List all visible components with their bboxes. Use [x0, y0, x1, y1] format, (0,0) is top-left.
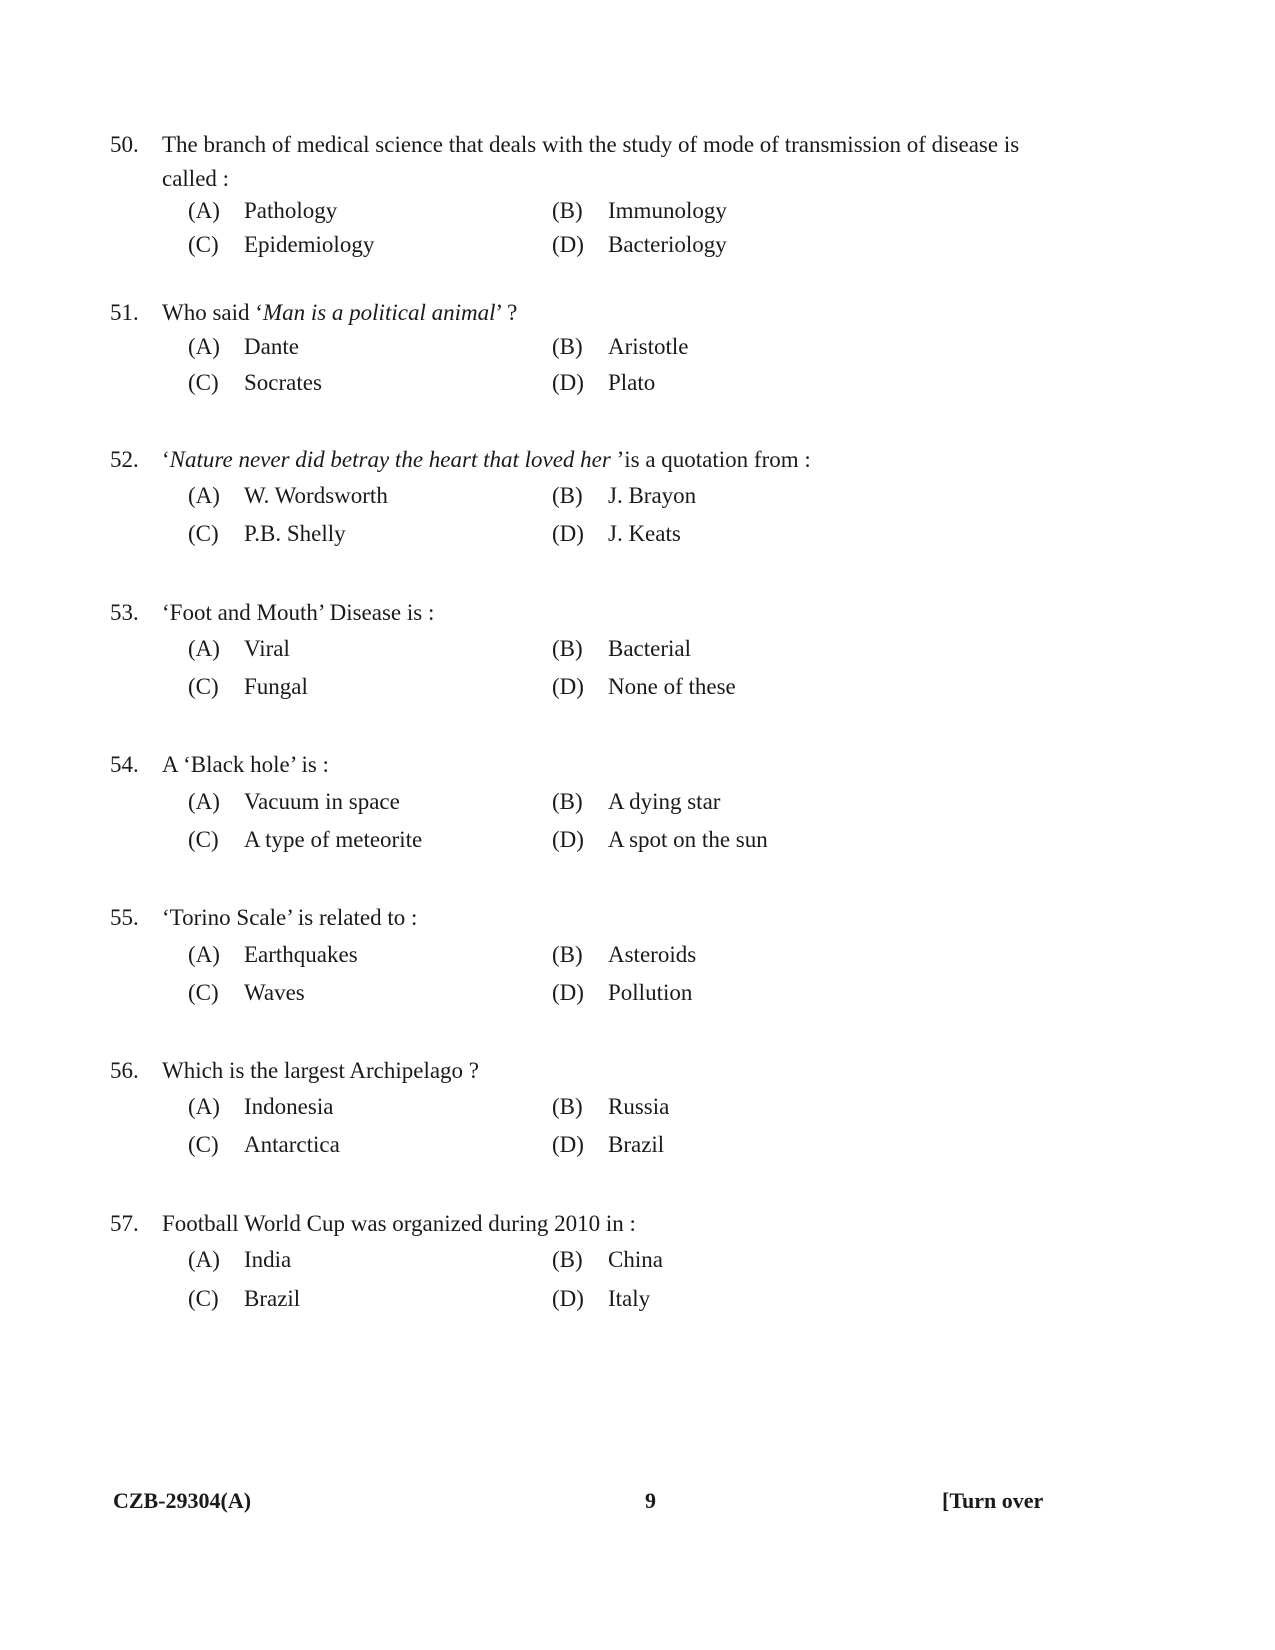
question-text: Who said ‘Man is a political animal’ ?: [162, 300, 518, 325]
question-text: The branch of medical science that deals with the study of mode of transmission of disease is called :: [162, 132, 1020, 191]
question-55: 55. ‘Torino Scale’ is related to : (A) Earthquakes (B) Asteroids (C) Waves (D) Pollution: [110, 901, 1160, 935]
question-number: 55.: [110, 905, 139, 930]
question-text: A ‘Black hole’ is :: [162, 752, 329, 777]
page-number: 9: [645, 1488, 656, 1513]
question-number: 53.: [110, 600, 139, 625]
question-text: Which is the largest Archipelago ?: [162, 1058, 480, 1083]
question-50: 50. The branch of medical science that deals with the study of mode of transmission of disease is called : (A) Pathology (B) Immunology (C) Epidemiology (D) Bacteriology: [110, 128, 1160, 162]
question-text: ‘Foot and Mouth’ Disease is :: [162, 600, 435, 625]
question-number: 57.: [110, 1211, 139, 1236]
question-text: Football World Cup was organized during 2010 in :: [162, 1211, 636, 1236]
question-number: 51.: [110, 300, 139, 325]
question-number: 56.: [110, 1058, 139, 1083]
question-54: 54. A ‘Black hole’ is : (A) Vacuum in space (B) A dying star (C) A type of meteorite (D) A spot on the sun: [110, 748, 1160, 782]
question-51: 51. Who said ‘Man is a political animal’ ? (A) Dante (B) Aristotle (C) Socrates (D) Plato: [110, 296, 1160, 330]
turn-over-label: [Turn over: [942, 1488, 1044, 1513]
question-57: 57. Football World Cup was organized during 2010 in : (A) India (B) China (C) Brazil (D) Italy: [110, 1207, 1160, 1241]
question-number: 52.: [110, 447, 139, 472]
question-text: ‘Torino Scale’ is related to :: [162, 905, 418, 930]
question-number: 50.: [110, 132, 139, 157]
question-53: 53. ‘Foot and Mouth’ Disease is : (A) Viral (B) Bacterial (C) Fungal (D) None of these: [110, 596, 1160, 630]
question-text: ‘Nature never did betray the heart that loved her ’is a quotation from :: [162, 447, 811, 472]
question-56: 56. Which is the largest Archipelago ? (A) Indonesia (B) Russia (C) Antarctica (D) Brazil: [110, 1054, 1160, 1088]
question-52: 52. ‘Nature never did betray the heart that loved her ’is a quotation from : (A) W. Wordsworth (B) J. Brayon (C) P.B. Shelly (D) J. Keats: [110, 443, 1160, 477]
page-footer: [0, 1488, 1275, 1518]
question-number: 54.: [110, 752, 139, 777]
paper-code: CZB-29304(A): [113, 1488, 252, 1513]
